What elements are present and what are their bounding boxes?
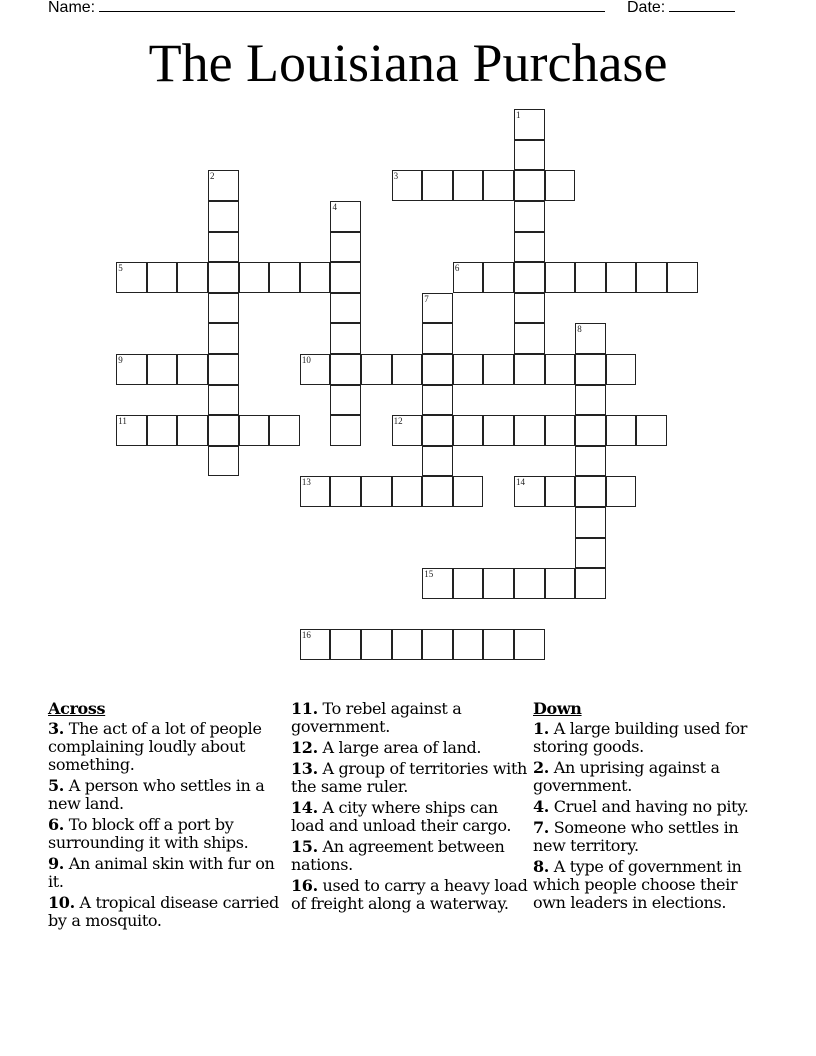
crossword-cell[interactable] <box>453 629 484 660</box>
crossword-cell[interactable] <box>545 476 576 507</box>
clues-column-2 <box>291 700 531 916</box>
clue-across-11: 11. To rebel against a government. <box>291 699 462 736</box>
crossword-cell[interactable] <box>147 354 178 385</box>
crossword-cell[interactable] <box>575 262 606 293</box>
crossword-cell[interactable] <box>453 476 484 507</box>
crossword-cell[interactable] <box>300 476 331 507</box>
crossword-cell[interactable] <box>575 415 606 446</box>
crossword-cell[interactable] <box>514 323 545 354</box>
crossword-cell[interactable] <box>575 568 606 599</box>
crossword-cell[interactable] <box>330 232 361 263</box>
clue-number: 4 <box>332 202 337 213</box>
crossword-cell[interactable] <box>575 507 606 538</box>
clues-column-1 <box>48 700 288 933</box>
crossword-cell[interactable] <box>208 446 239 477</box>
clue-across-12: 12. A large area of land. <box>291 738 482 757</box>
crossword-cell[interactable] <box>514 568 545 599</box>
clue-across-14: 14. A city where ships can load and unload their cargo. <box>291 798 512 835</box>
crossword-cell[interactable] <box>545 170 576 201</box>
crossword-cell[interactable] <box>514 201 545 232</box>
crossword-cell[interactable] <box>116 262 147 293</box>
clue-across-10: 10. A tropical disease carried by a mosquito. <box>48 893 279 930</box>
clue-across-13: 13. A group of territories with the same ruler. <box>291 759 527 796</box>
crossword-cell[interactable] <box>453 170 484 201</box>
date-label: Date: <box>627 0 666 16</box>
clue-number: 15 <box>424 569 434 580</box>
crossword-cell[interactable] <box>239 415 270 446</box>
crossword-cell[interactable] <box>208 415 239 446</box>
crossword-cell[interactable] <box>483 415 514 446</box>
crossword-cell[interactable] <box>147 262 178 293</box>
crossword-cell[interactable] <box>483 354 514 385</box>
crossword-cell[interactable] <box>330 476 361 507</box>
crossword-cell[interactable] <box>514 232 545 263</box>
crossword-cell[interactable] <box>330 629 361 660</box>
crossword-cell[interactable] <box>636 415 667 446</box>
crossword-cell[interactable] <box>575 323 606 354</box>
crossword-cell[interactable] <box>177 262 208 293</box>
crossword-cell[interactable] <box>514 140 545 171</box>
crossword-cell[interactable] <box>422 629 453 660</box>
name-label: Name: <box>48 0 96 16</box>
crossword-cell[interactable] <box>422 446 453 477</box>
crossword-cell[interactable] <box>330 201 361 232</box>
crossword-cell[interactable] <box>636 262 667 293</box>
crossword-cell[interactable] <box>667 262 698 293</box>
crossword-cell[interactable] <box>453 415 484 446</box>
crossword-cell[interactable] <box>300 262 331 293</box>
crossword-cell[interactable] <box>361 354 392 385</box>
crossword-cell[interactable] <box>269 262 300 293</box>
clue-down-2: 2. An uprising against a government. <box>533 758 720 795</box>
clue-down-4: 4. Cruel and having no pity. <box>533 797 749 816</box>
clue-number: 10 <box>301 355 311 366</box>
clue-number: 3 <box>393 171 399 182</box>
crossword-cell[interactable] <box>116 415 147 446</box>
crossword-cell[interactable] <box>300 354 331 385</box>
crossword-cell[interactable] <box>208 354 239 385</box>
crossword-cell[interactable] <box>177 354 208 385</box>
down-heading: Down <box>533 699 582 718</box>
crossword-cell[interactable] <box>300 629 331 660</box>
crossword-cell[interactable] <box>208 293 239 324</box>
crossword-cell[interactable] <box>606 415 637 446</box>
crossword-cell[interactable] <box>514 109 545 140</box>
crossword-cell[interactable] <box>514 629 545 660</box>
crossword-cell[interactable] <box>330 385 361 416</box>
crossword-cell[interactable] <box>514 354 545 385</box>
clues-column-3 <box>533 700 773 915</box>
crossword-cell[interactable] <box>483 170 514 201</box>
clue-across-9: 9. An animal skin with fur on it. <box>48 854 275 891</box>
clue-across-5: 5. A person who settles in a new land. <box>48 776 265 813</box>
crossword-cell[interactable] <box>330 293 361 324</box>
crossword-cell[interactable] <box>606 354 637 385</box>
crossword-cell[interactable] <box>483 629 514 660</box>
clue-across-16: 16. used to carry a heavy load of freight along a waterway. <box>291 876 528 913</box>
page-title: The Louisiana Purchase <box>148 33 668 93</box>
crossword-cell[interactable] <box>514 293 545 324</box>
crossword-cell[interactable] <box>575 476 606 507</box>
crossword-cell[interactable] <box>116 354 147 385</box>
crossword-cell[interactable] <box>422 415 453 446</box>
crossword-cell[interactable] <box>545 415 576 446</box>
clue-down-7: 7. Someone who settles in new territory. <box>533 818 739 855</box>
crossword-cell[interactable] <box>208 385 239 416</box>
crossword-cell[interactable] <box>514 262 545 293</box>
crossword-cell[interactable] <box>575 538 606 569</box>
crossword-cell[interactable] <box>392 476 423 507</box>
clue-number: 6 <box>454 263 460 274</box>
crossword-cell[interactable] <box>422 293 453 324</box>
crossword-cell[interactable] <box>361 629 392 660</box>
clue-across-6: 6. To block off a port by surrounding it with ships. <box>48 815 249 852</box>
clue-number: 16 <box>301 630 311 641</box>
crossword-cell[interactable] <box>147 415 178 446</box>
crossword-cell[interactable] <box>330 415 361 446</box>
crossword-cell[interactable] <box>606 262 637 293</box>
clue-number: 5 <box>118 263 123 274</box>
crossword-cell[interactable] <box>514 415 545 446</box>
crossword-cell[interactable] <box>208 323 239 354</box>
crossword-cell[interactable] <box>269 415 300 446</box>
clue-number: 13 <box>301 477 311 488</box>
crossword-cell[interactable] <box>422 476 453 507</box>
crossword-cell[interactable] <box>361 476 392 507</box>
crossword-cell[interactable] <box>392 629 423 660</box>
clue-across-3: 3. The act of a lot of people complaining loudly about something. <box>48 719 262 774</box>
crossword-cell[interactable] <box>422 323 453 354</box>
crossword-cell[interactable] <box>606 476 637 507</box>
crossword-cell[interactable] <box>453 262 484 293</box>
across-heading: Across <box>48 699 106 718</box>
clue-number: 11 <box>118 416 127 427</box>
clue-across-15: 15. An agreement between nations. <box>291 837 505 874</box>
crossword-cell[interactable] <box>422 354 453 385</box>
crossword-cell[interactable] <box>514 170 545 201</box>
crossword-cell[interactable] <box>453 354 484 385</box>
crossword-cell[interactable] <box>208 170 239 201</box>
crossword-cell[interactable] <box>422 170 453 201</box>
clue-number: 2 <box>210 171 215 182</box>
clue-down-8: 8. A type of government in which people choose their own leaders in elections. <box>533 857 742 912</box>
crossword-cell[interactable] <box>330 262 361 293</box>
crossword-cell[interactable] <box>575 385 606 416</box>
crossword-cell[interactable] <box>177 415 208 446</box>
crossword-cell[interactable] <box>392 415 423 446</box>
crossword-cell[interactable] <box>545 262 576 293</box>
crossword-cell[interactable] <box>208 262 239 293</box>
clue-number: 7 <box>424 293 429 304</box>
crossword-cell[interactable] <box>514 476 545 507</box>
crossword-cell[interactable] <box>545 354 576 385</box>
crossword-cell[interactable] <box>330 323 361 354</box>
crossword-cell[interactable] <box>330 354 361 385</box>
clue-number: 8 <box>577 324 582 335</box>
crossword-cell[interactable] <box>392 170 423 201</box>
crossword-cell[interactable] <box>392 354 423 385</box>
crossword-cell[interactable] <box>208 201 239 232</box>
crossword-cell[interactable] <box>483 568 514 599</box>
clue-number: 12 <box>393 416 403 427</box>
clue-number: 9 <box>118 355 123 366</box>
crossword-cell[interactable] <box>453 568 484 599</box>
crossword-cell[interactable] <box>483 262 514 293</box>
crossword-cell[interactable] <box>239 262 270 293</box>
crossword-cell[interactable] <box>208 232 239 263</box>
crossword-cell[interactable] <box>575 354 606 385</box>
crossword-cell[interactable] <box>545 568 576 599</box>
clue-number: 14 <box>516 477 526 488</box>
crossword-cell[interactable] <box>575 446 606 477</box>
crossword-cell[interactable] <box>422 385 453 416</box>
clue-number: 1 <box>516 110 521 121</box>
clue-down-1: 1. A large building used for storing goods. <box>533 719 748 756</box>
crossword-cell[interactable] <box>422 568 453 599</box>
